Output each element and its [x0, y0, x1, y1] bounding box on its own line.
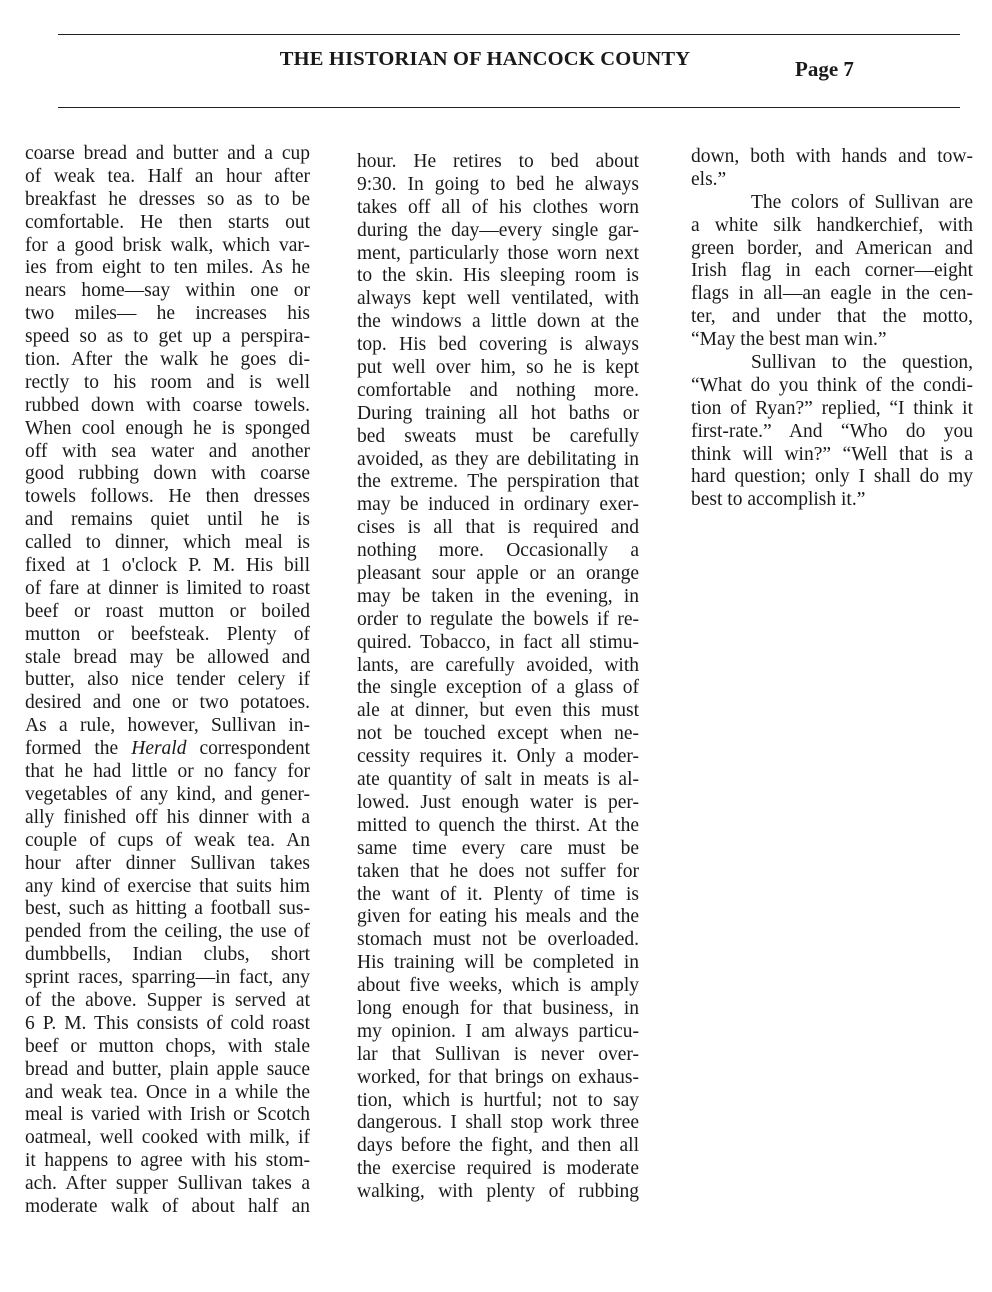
text-line: the windows a little down at the [357, 311, 639, 333]
text-line: it happens to agree with his stom- [25, 1150, 310, 1172]
text-line: dumbbells, Indian clubs, short [25, 944, 310, 966]
text-segment: formed the [25, 738, 132, 760]
text-line: stale bread may be allowed and [25, 646, 310, 668]
text-line: els.” [691, 168, 727, 190]
text-line: couple of cups of weak tea. An [25, 829, 310, 851]
text-line: Irish flag in each corner—eight [691, 260, 973, 282]
text-line: of weak tea. Half an hour after [25, 165, 310, 187]
text-line: best to accomplish it.” [691, 489, 866, 511]
text-line: ter, and under that the motto, [691, 306, 973, 328]
text-line: put well over him, so he is kept [357, 357, 639, 379]
text-line: my opinion. I am always particu- [357, 1020, 639, 1042]
herald-newspaper-name: Herald [131, 738, 187, 760]
text-line: cises is all that is required and [357, 517, 639, 539]
text-line: top. His bed covering is always [357, 334, 639, 356]
text-line: mitted to quench the thirst. At the [357, 814, 639, 836]
text-line: ach. After supper Sullivan takes a [25, 1173, 310, 1195]
text-line: ies from eight to ten miles. As he [25, 257, 310, 279]
text-line: His training will be completed in [357, 952, 639, 974]
text-line: meal is varied with Irish or Scotch [25, 1104, 310, 1126]
text-line: desired and one or two potatoes. [25, 692, 310, 714]
text-line: “May the best man win.” [691, 329, 887, 351]
text-line: may be induced in ordinary exer- [357, 494, 639, 516]
text-line: comfortable and nothing more. [357, 379, 639, 401]
text-line: quired. Tobacco, in fact all stimu- [357, 631, 639, 653]
text-line: 6 P. M. This consists of cold roast [25, 1012, 310, 1034]
text-line: moderate walk of about half an [25, 1195, 310, 1217]
text-line: during the day—every single gar- [357, 219, 639, 241]
text-line: to the skin. His sleeping room is [357, 265, 639, 287]
text-line: rectly to his room and is well [25, 371, 310, 393]
text-line: takes off all of his clothes worn [357, 196, 639, 218]
text-line: stomach must not be overloaded. [357, 929, 639, 951]
text-line: tion of Ryan?” replied, “I think it [691, 397, 973, 419]
article-column-2 [357, 151, 639, 1204]
text-line: ment, particularly those worn next [357, 242, 639, 264]
text-segment: correspondent [186, 738, 310, 760]
text-line: coarse bread and butter and a cup [25, 143, 310, 164]
article-column-3 [691, 146, 973, 512]
text-line: green border, and American and [691, 237, 973, 259]
text-line: fixed at 1 o'clock P. M. His bill [25, 555, 310, 577]
text-line: think will win?” “Well that is a [691, 443, 973, 465]
text-line: vegetables of any kind, and gener- [25, 783, 310, 805]
text-line: that he had little or no fancy for [25, 761, 310, 783]
text-line: for a good brisk walk, which var- [25, 234, 310, 256]
text-line: beef or mutton chops, with stale [25, 1035, 310, 1057]
text-line: and remains quiet until he is [25, 509, 310, 531]
text-line: “What do you think of the condi- [691, 374, 973, 396]
text-line: hard question; only I shall do my [691, 466, 973, 488]
text-line: tion. After the walk he goes di- [25, 349, 310, 371]
header-top-rule [58, 34, 960, 35]
text-line: bread and butter, plain apple sauce [25, 1058, 310, 1080]
text-line: beef or roast mutton or boiled [25, 600, 310, 622]
text-line: lar that Sullivan is never over- [357, 1043, 639, 1065]
text-line: speed so as to get up a perspira- [25, 326, 310, 348]
text-line: ale at dinner, but even this must [357, 700, 639, 722]
text-line: oatmeal, well cooked with milk, if [25, 1127, 310, 1149]
text-line: pended from the ceiling, the use of [25, 921, 310, 943]
text-line: ate quantity of salt in meats is al- [357, 769, 639, 791]
paragraph-first-line: Sullivan to the question, [751, 352, 973, 374]
text-line: about five weeks, which is amply [357, 975, 639, 997]
text-line: down, both with hands and tow- [691, 146, 973, 167]
text-line: of the above. Supper is served at [25, 989, 310, 1011]
text-line: lowed. Just enough water is per- [357, 791, 639, 813]
text-line: the want of it. Plenty of time is [357, 883, 639, 905]
text-line [25, 738, 310, 761]
text-line: the single exception of a glass of [357, 677, 639, 699]
text-line: bed sweats must be carefully [357, 425, 639, 447]
paragraph-first-line: The colors of Sullivan are [751, 191, 973, 213]
text-line: given for eating his meals and the [357, 906, 639, 928]
text-line: towels follows. He then dresses [25, 486, 310, 508]
text-line: comfortable. He then starts out [25, 211, 310, 233]
text-line: any kind of exercise that suits him [25, 875, 310, 897]
text-line: first-rate.” And “Who do you [691, 420, 973, 442]
text-line: dangerous. I shall stop work three [357, 1112, 639, 1134]
text-line: mutton or beefsteak. Plenty of [25, 623, 310, 645]
text-line: tion, which is hurtful; not to say [357, 1089, 639, 1111]
text-line: two miles— he increases his [25, 303, 310, 325]
text-line: days before the fight, and then all [357, 1135, 639, 1157]
text-line: avoided, as they are debilitating in [357, 448, 639, 470]
text-line: taken that he does not suffer for [357, 860, 639, 882]
text-line: nears home—say within one or [25, 280, 310, 302]
text-line: cessity requires it. Only a moder- [357, 746, 639, 768]
text-line: butter, also nice tender celery if [25, 669, 310, 691]
text-line: and weak tea. Once in a while the [25, 1081, 310, 1103]
header-bottom-rule [58, 107, 960, 108]
text-line: hour. He retires to bed about [357, 151, 639, 172]
text-line: walking, with plenty of rubbing [357, 1181, 639, 1203]
text-line: ally finished off his dinner with a [25, 806, 310, 828]
text-line: flags in all—an eagle in the cen- [691, 283, 973, 305]
text-line: worked, for that brings on exhaus- [357, 1066, 639, 1088]
text-line: called to dinner, which meal is [25, 532, 310, 554]
text-line: 9:30. In going to bed he always [357, 173, 639, 195]
text-line: pleasant sour apple or an orange [357, 563, 639, 585]
text-line: When cool enough he is sponged [25, 417, 310, 439]
text-line: order to regulate the bowels if re- [357, 608, 639, 630]
text-line: always kept well ventilated, with [357, 288, 639, 310]
text-line: long enough for that business, in [357, 997, 639, 1019]
newsletter-title: THE HISTORIAN OF HANCOCK COUNTY [279, 48, 691, 70]
text-line: off with sea water and another [25, 440, 310, 462]
text-line: hour after dinner Sullivan takes [25, 852, 310, 874]
text-line: During training all hot baths or [357, 402, 639, 424]
text-line: rubbed down with coarse towels. [25, 394, 310, 416]
text-line: breakfast he dresses so as to be [25, 188, 310, 210]
text-line: the extreme. The perspiration that [357, 471, 639, 493]
text-line: not be touched except when ne- [357, 723, 639, 745]
page-number: Page 7 [795, 57, 854, 81]
text-line: lants, are carefully avoided, with [357, 654, 639, 676]
article-column-1 [25, 143, 310, 1219]
text-line: As a rule, however, Sullivan in- [25, 715, 310, 737]
text-line: a white silk handkerchief, with [691, 214, 973, 236]
text-line: sprint races, sparring—in fact, any [25, 967, 310, 989]
text-line: may be taken in the evening, in [357, 585, 639, 607]
text-line: good rubbing down with coarse [25, 463, 310, 485]
text-line: of fare at dinner is limited to roast [25, 577, 310, 599]
text-line: nothing more. Occasionally a [357, 540, 639, 562]
text-line: best, such as hitting a football sus- [25, 898, 310, 920]
text-line: the exercise required is moderate [357, 1158, 639, 1180]
text-line: same time every care must be [357, 837, 639, 859]
